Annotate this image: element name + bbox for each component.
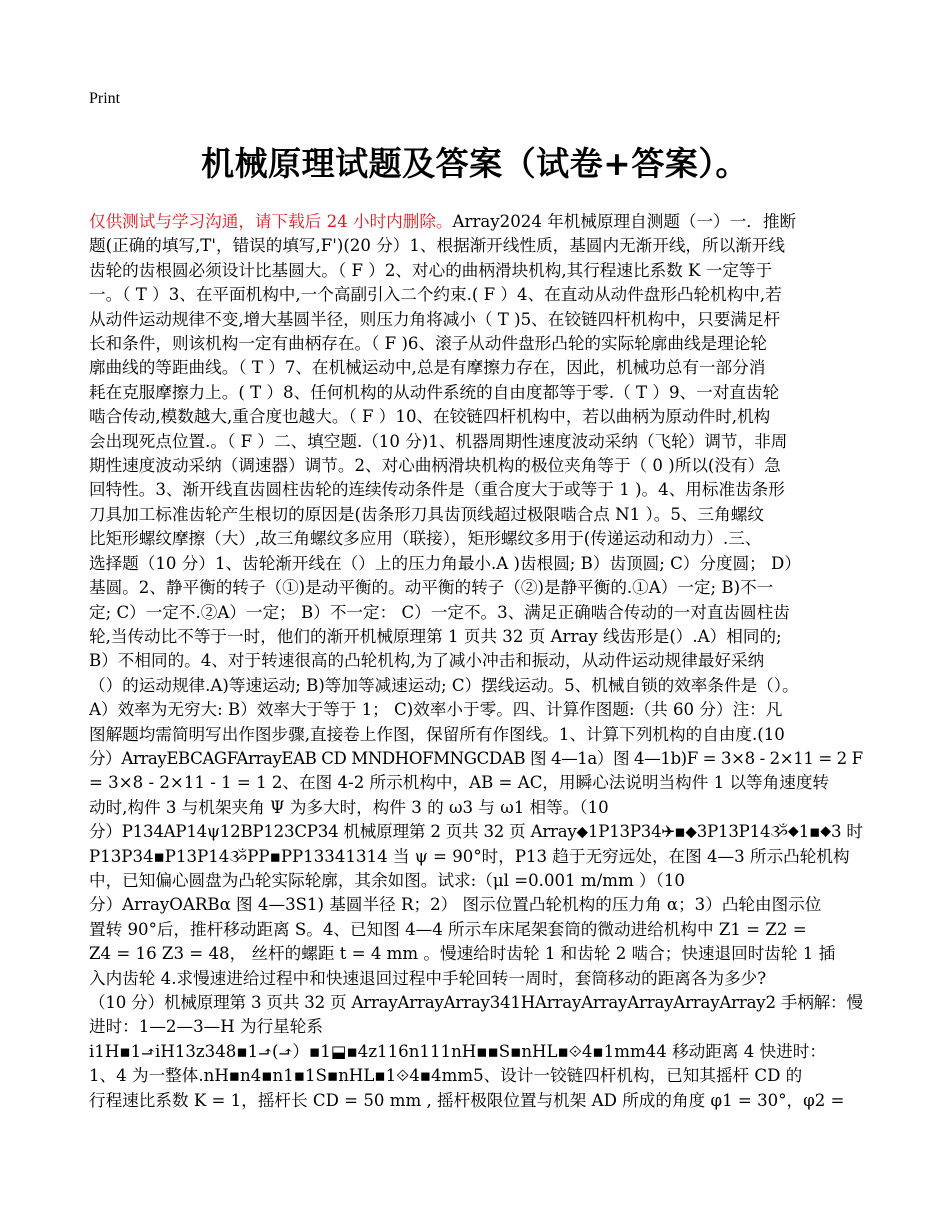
body-line: 刀具加工标准齿轮产生根切的原因是(齿条形刀具齿顶线超过极限啮合点 N1 ）。5、三角螺纹	[89, 504, 764, 524]
body-line: A）效率为无穷大: B）效率大于等于 1； C)效率小于零。四、计算作图题:（共 60 分）注：凡	[89, 700, 783, 720]
body-line: 比矩形螺纹摩擦（大）,故三角螺纹多应用（联接），矩形螺纹多用于(传递运动和动力）.三、	[89, 529, 762, 549]
body-line: 会出现死点位置.。（ F ）二、填空题.（10 分)1、机器周期性速度波动采纳（飞轮）调节，非周	[89, 431, 788, 451]
body-line: 从动件运动规律不变,增大基圆半径，则压力角将减小（ T )5、在铰链四杆机构中，只要满足杆	[89, 309, 781, 329]
body-line: （）的运动规律.A)等速运动; B)等加等减速运动; C）摆线运动。5、机械自锁的效率条件是（）。	[89, 675, 799, 695]
body-line: 一。（ T ）3、在平面机构中,一个高副引入二个约束.( F ）4、在直动从动件盘形凸轮机构中,若	[89, 285, 782, 305]
body-line: 啮合传动,模数越大,重合度也越大。（ F ）10、在铰链四杆机构中，若以曲柄为原动件时,机构	[89, 407, 771, 427]
body-line: = 3×8 - 2×11 - 1 = 1 2、在图 4-2 所示机构中，AB = AC，用瞬心法说明当构件 1 以等角速度转	[89, 773, 830, 793]
body-line: 轮,当传动比不等于一时，他们的渐开机械原理第 1 页共 32 页 Array 线齿形是(）.A）相同的;	[89, 626, 782, 646]
body-line: B）不相同的。4、对于转速很高的凸轮机构,为了减小冲击和振动，从动件运动规律最好采纳	[89, 651, 765, 671]
body-line: 基圆。2、静平衡的转子（①)是动平衡的。动平衡的转子（②)是静平衡的.①A）一定; B)不一	[89, 578, 774, 598]
body-line: 齿轮的齿根圆必须设计比基圆大。（ F ）2、对心的曲柄滑块机构,其行程速比系数 K 一定等于	[89, 260, 773, 280]
document-body	[89, 210, 863, 1113]
download-notice: 仅供测试与学习沟通，请下载后 24 小时内删除。	[89, 212, 453, 231]
body-line: 耗在克服摩擦力上。( T ）8、任何机构的从动件系统的自由度都等于零.（ T ）9、一对直齿轮	[89, 382, 780, 402]
body-line: 长和条件，则该机构一定有曲柄存在。（ F )6、滚子从动件盘形凸轮的实际轮廓曲线是理论轮	[89, 334, 767, 354]
body-line-0: Array2024 年机械原理自测题（一）一．推断	[452, 212, 797, 231]
print-header: Print	[89, 90, 121, 107]
body-line: 1、4 为一整体.nH▪n4▪n1▪1S▪nHL▪1⟐4▪4mm5、设计一铰链四杆机构，已知其摇杆 CD 的	[89, 1066, 803, 1086]
body-line: 选择题（10 分）1、齿轮渐开线在（）上的压力角最小.A )齿根圆; B）齿顶圆; C）分度圆； D）	[89, 553, 801, 573]
body-line: 定; C）一定不.②A）一定； B）不一定： C）一定不。3、满足正确啮合传动的一对直齿圆柱齿	[89, 602, 790, 622]
document-title: 机械原理试题及答案（试卷+答案）。	[201, 144, 749, 183]
body-line: i1H▪1⬏iH13z348▪1⬏(⬏）▪1⬓▪4z116n111nH▪▪S▪nHL▪⟐4▪1mm44 移动距离 4 快进时：	[89, 1041, 826, 1061]
body-line: 图解题均需简明写出作图步骤,直接卷上作图，保留所有作图线。1、计算下列机构的自由度.(10	[89, 724, 785, 744]
body-line: 分）ArrayEBCAGFArrayEAB CD MNDHOFMNGCDAB 图 4—1a）图 4—1b)F = 3×8 - 2×11 = 2 F	[89, 748, 863, 768]
body-line: 分）ArrayOARBα 图 4—3S1) 基圆半径 R；2） 图示位置凸轮机构的压力角 α；3）凸轮由图示位	[89, 895, 822, 915]
body-line: Z4 = 16 Z3 = 48， 丝杆的螺距 t = 4 mm 。慢速给时齿轮 1 和齿轮 2 啮合；快速退回时齿轮 1 插	[89, 944, 836, 964]
body-line: 动时,构件 3 与机架夹角 Ψ 为多大时，构件 3 的 ω3 与 ω1 相等。（10	[89, 797, 609, 817]
body-line: 廓曲线的等距曲线。（ T ）7、在机械运动中,总是有摩擦力存在，因此，机械功总有一部分消	[89, 358, 766, 378]
body-line: 入内齿轮 4.求慢速进给过程中和快速退回过程中手轮回转一周时，套筒移动的距离各为多少?	[89, 968, 767, 988]
body-line: 置转 90°后，推杆移动距离 S。4、已知图 4—4 所示车床尾架套筒的微动进给机构中 Z1 = Z2 =	[89, 919, 807, 939]
body-line: （10 分）机械原理第 3 页共 32 页 ArrayArrayArray341HArrayArrayArrayArrayArray2 手柄解：慢	[89, 993, 863, 1012]
body-line: 进时：1—2—3—H 为行星轮系	[89, 1017, 323, 1037]
body-line: 题(正确的填写,T'，错误的填写,F')(20 分）1、根据渐开线性质，基圆内无渐开线，所以渐开线	[89, 236, 785, 256]
body-line: 期性速度波动采纳（调速器）调节。2、对心曲柄滑块机构的极位夹角等于（ 0 )所以(没有）急	[89, 456, 781, 476]
body-line: P13P34▪P13P14ૐPP▪PP13341314 当 ψ = 90°时，P13 趋于无穷远处，在图 4—3 所示凸轮机构	[89, 846, 850, 866]
body-line: 中，已知偏心圆盘为凸轮实际轮廓，其余如图。试求:（μl =0.001 m/mm ）（10	[89, 870, 685, 890]
body-line: 分）P134AP14ψ12BP123CP34 机械原理第 2 页共 32 页 Array⬥1P13P34✈▪⬥3P13P14ૐ⬥1▪⬥3 时	[89, 822, 863, 842]
body-line: 行程速比系数 K = 1，摇杆长 CD = 50 mm , 摇杆极限位置与机架 AD 所成的角度 φ1 = 30°，φ2 =	[89, 1090, 845, 1110]
body-line-first	[89, 210, 863, 234]
body-line: 回特性。3、渐开线直齿圆柱齿轮的连续传动条件是（重合度大于或等于 1 )。4、用标准齿条形	[89, 480, 785, 500]
